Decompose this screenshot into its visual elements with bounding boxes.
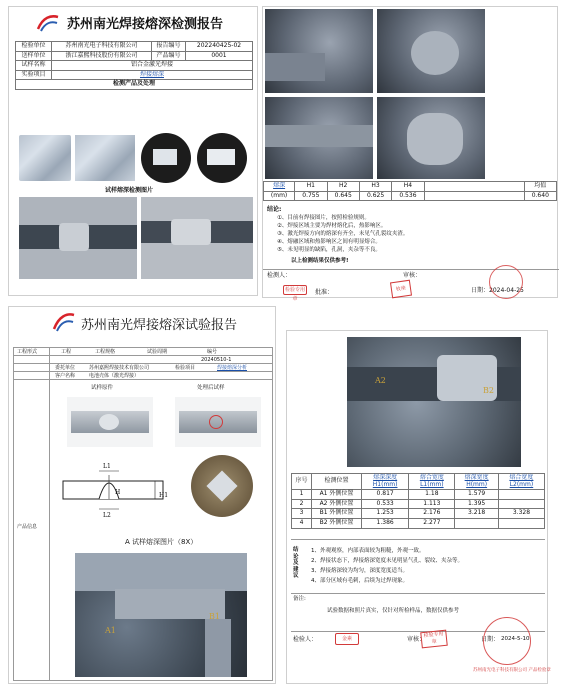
- company-logo-icon: [35, 13, 61, 33]
- remark-text: 以上检测结果仅供参考!: [291, 258, 349, 264]
- header-cell: 检测位置: [312, 474, 362, 490]
- cell: 4: [292, 518, 312, 528]
- report-date: 2024-5-10: [501, 636, 530, 642]
- divider: [291, 593, 545, 594]
- approver-label: 批准：: [315, 289, 334, 296]
- header-cell: H3: [359, 182, 391, 192]
- header-cell: [362, 474, 409, 490]
- table-row: [292, 490, 545, 500]
- date-label: 日期：: [481, 636, 500, 643]
- cross-section-mount-photo: [191, 455, 253, 517]
- cell: 1.579: [455, 490, 498, 500]
- cross-section-photo: [19, 197, 137, 279]
- weld-dimension-diagram: [59, 457, 169, 527]
- item-value: 焊接熔深分析: [217, 365, 248, 371]
- header-text: 熔深深度H1(mm): [372, 474, 398, 488]
- header-cell: [264, 182, 295, 192]
- figure-caption: [125, 539, 197, 546]
- cell: 0.533: [362, 499, 409, 509]
- depth-table: [291, 473, 545, 529]
- inspector-label: 检验人：: [293, 636, 318, 643]
- item-label: 检验项目: [175, 365, 196, 371]
- sample-value: 电池壳体（激光焊接）: [89, 373, 140, 379]
- divider: [13, 680, 273, 681]
- cell: B1 外侧位置: [312, 509, 362, 519]
- label-cell: 报告编号: [152, 42, 186, 52]
- header-label: 工程: [61, 349, 72, 355]
- value-cell: [52, 70, 253, 80]
- cell: [498, 490, 544, 500]
- report-number: 20240510-1: [201, 357, 232, 363]
- cell: 3.218: [455, 509, 498, 519]
- cell: [455, 518, 498, 528]
- cell: 1: [292, 490, 312, 500]
- client-value: 苏州嘉熙焊接技术有限公司: [89, 365, 150, 371]
- note-line: ⑤、未见明显的缺陷，孔洞，夹杂等不良。: [277, 247, 381, 253]
- value-cell: 0.645: [327, 191, 359, 201]
- table-row: [292, 518, 545, 528]
- value-cell: 苏州南光电子科技有限公司: [52, 42, 152, 52]
- cell: 1.386: [362, 518, 409, 528]
- value-cell: 铝合金激光焊接: [52, 61, 253, 71]
- header-cell: [498, 474, 544, 490]
- divider: [272, 347, 273, 681]
- report-sheet-2: [262, 6, 558, 302]
- report-sheet-4: [286, 330, 551, 684]
- client-label: 委托单位: [55, 365, 76, 371]
- note-line: ④、熔融区域和热影响区之间有明显熔合。: [277, 239, 381, 245]
- cell: 3: [292, 509, 312, 519]
- report-sheet-3: [8, 306, 276, 684]
- weld-micrograph: [265, 9, 373, 93]
- divider: [13, 347, 14, 681]
- note-line: ③、激光焊接方向的熔深有齐全，未见气孔裂纹夹渣。: [277, 231, 409, 237]
- cell: A2 外侧位置: [312, 499, 362, 509]
- cross-section-photo: [141, 197, 253, 279]
- value-cell: 0001: [186, 51, 253, 61]
- processed-sample-photo: [175, 397, 261, 447]
- header-cell: [424, 182, 524, 192]
- note-line: ②、焊接区域主要为焊材熔化后，热影响区。: [277, 223, 387, 229]
- item-value: 焊接熔深: [139, 70, 164, 78]
- cell: 1.18: [409, 490, 455, 500]
- note-line: 4、部分区域有毛刺，后续为过焊现象。: [311, 578, 409, 584]
- remark-text: 试验数据和照片真实，仅针对所检样品，数据仅供参考: [327, 608, 460, 614]
- marker-b1: B1: [209, 612, 220, 621]
- cell: 1.395: [455, 499, 498, 509]
- company-logo-icon: [51, 311, 77, 333]
- marker-a1: A1: [105, 626, 116, 635]
- depth-table: [263, 181, 557, 201]
- header-label: 工程规格: [95, 349, 116, 355]
- cell: 2.277: [409, 518, 455, 528]
- value-cell: 0.755: [295, 191, 327, 201]
- value-cell: 0.536: [392, 191, 424, 201]
- image-label: 处理后试样: [197, 385, 225, 391]
- weld-micrograph: [377, 97, 485, 179]
- value-cell: 0.625: [359, 191, 391, 201]
- divider: [13, 363, 273, 364]
- divider: [291, 539, 545, 540]
- value-cell: 0.640: [524, 191, 556, 201]
- inspector-stamp: 金素: [335, 633, 359, 645]
- cell: 2.176: [409, 509, 455, 519]
- value-cell: 浙江嘉熙科技股份有限公司: [52, 51, 152, 61]
- header-text: 熔合宽度L1(mm): [419, 474, 444, 488]
- header-text: 熔合宽度L2(mm): [509, 474, 534, 488]
- cell: [498, 518, 544, 528]
- divider: [13, 379, 273, 380]
- divider: [49, 347, 50, 681]
- sample-label: 客户名称: [55, 373, 76, 379]
- label-cell: 试样名称: [16, 61, 52, 71]
- header-cell: 序号: [292, 474, 312, 490]
- section-heading: 试样熔深检测图片: [105, 187, 154, 194]
- weld-micrograph: [75, 553, 247, 677]
- signature-stamp: 枚座: [390, 280, 412, 299]
- divider: [13, 347, 273, 348]
- sample-photo: [75, 135, 135, 181]
- sample-mount-photo: [197, 133, 247, 183]
- report-date: 日期：2024-04-25: [471, 287, 524, 294]
- sample-photo: [67, 397, 153, 447]
- cell: 1.113: [409, 499, 455, 509]
- note-line: 2、焊接状态下，焊接熔深宽度未见明显气孔、裂纹、夹杂等。: [311, 558, 464, 564]
- cell: A1 外侧位置: [312, 490, 362, 500]
- marker-a2: A2: [375, 376, 386, 385]
- reviewer-label: 审核：: [403, 272, 422, 279]
- weld-micrograph: [377, 9, 485, 93]
- report-title: [81, 319, 237, 332]
- weld-micrograph: [265, 97, 373, 179]
- remark-label: 备注:: [293, 596, 306, 602]
- value-cell: 202240425-02: [186, 42, 253, 52]
- header-text: 熔深: [273, 182, 286, 189]
- company-seal-icon: [483, 617, 531, 665]
- header-cell: [455, 474, 498, 490]
- label-cell: 实验项目: [16, 70, 52, 80]
- conclusion-label: 结论及建议: [293, 547, 299, 580]
- reviewer-label: 审核：: [407, 636, 426, 643]
- image-label: 试样原件: [91, 385, 114, 391]
- sample-photo: [19, 135, 71, 181]
- note-line: 1、外观观察，内部表面较为粗糙，外观一致。: [311, 548, 425, 554]
- header-cell: [409, 474, 455, 490]
- inspection-stamp: 检验专用章: [284, 287, 305, 302]
- header-cell: H1: [295, 182, 327, 192]
- cell: 1.253: [362, 509, 409, 519]
- diagram-label-l1: L1: [103, 463, 111, 470]
- diagram-label-h: H: [115, 489, 121, 496]
- diagram-label-h1: H1: [159, 492, 169, 499]
- cell: B2 外侧位置: [312, 518, 362, 528]
- header-label: 编号: [207, 349, 218, 355]
- table-row: [292, 509, 545, 519]
- note-line: 3、焊接熔深较为均匀，深度宽度适当。: [311, 568, 409, 574]
- cell: 2: [292, 499, 312, 509]
- notes-label: 结论:: [267, 206, 282, 213]
- left-column-label: 产品信息: [17, 524, 38, 530]
- label-cell: 产品编号: [152, 51, 186, 61]
- table-row: [292, 499, 545, 509]
- header-cell: H2: [327, 182, 359, 192]
- inspector-label: 检测人：: [267, 272, 292, 279]
- value-cell: [424, 191, 524, 201]
- marker-b2: B2: [483, 386, 494, 395]
- header-cell: H4: [392, 182, 424, 192]
- divider: [13, 355, 273, 356]
- sample-mount-photo: [141, 133, 191, 183]
- weld-micrograph: [347, 337, 521, 467]
- company-seal-icon: [489, 265, 523, 299]
- info-table: [15, 41, 253, 90]
- cell: 0.817: [362, 490, 409, 500]
- unit-cell: (mm): [264, 191, 295, 201]
- label-cell: 检验单位: [16, 42, 52, 52]
- diagram-label-l2: L2: [103, 512, 111, 519]
- header-text: 熔深宽度H(mm): [464, 474, 489, 488]
- section-heading: 检测产品及处理: [16, 80, 253, 90]
- header-label: 工程形式: [17, 349, 38, 355]
- report-sheet-1: [8, 6, 258, 296]
- report-title-text: 苏州南光焊接熔深试验报告: [81, 318, 238, 333]
- cell: [498, 499, 544, 509]
- cell: 3.328: [498, 509, 544, 519]
- report-title: 苏州南光焊接熔深检测报告: [67, 17, 224, 32]
- seal-text: 苏州南光电子科技有限公司 产品检验章: [473, 668, 551, 673]
- header-cell: 均值: [524, 182, 556, 192]
- header-label: 试验周期: [147, 349, 168, 355]
- divider: [13, 371, 273, 372]
- label-cell: 送样单位: [16, 51, 52, 61]
- figure-caption-text: A 试样熔深图片（8X）: [125, 538, 198, 546]
- note-line: ①、目前有焊接图片，按照检验规则。: [277, 215, 370, 221]
- checked-stamp: 检验专用章: [420, 630, 448, 649]
